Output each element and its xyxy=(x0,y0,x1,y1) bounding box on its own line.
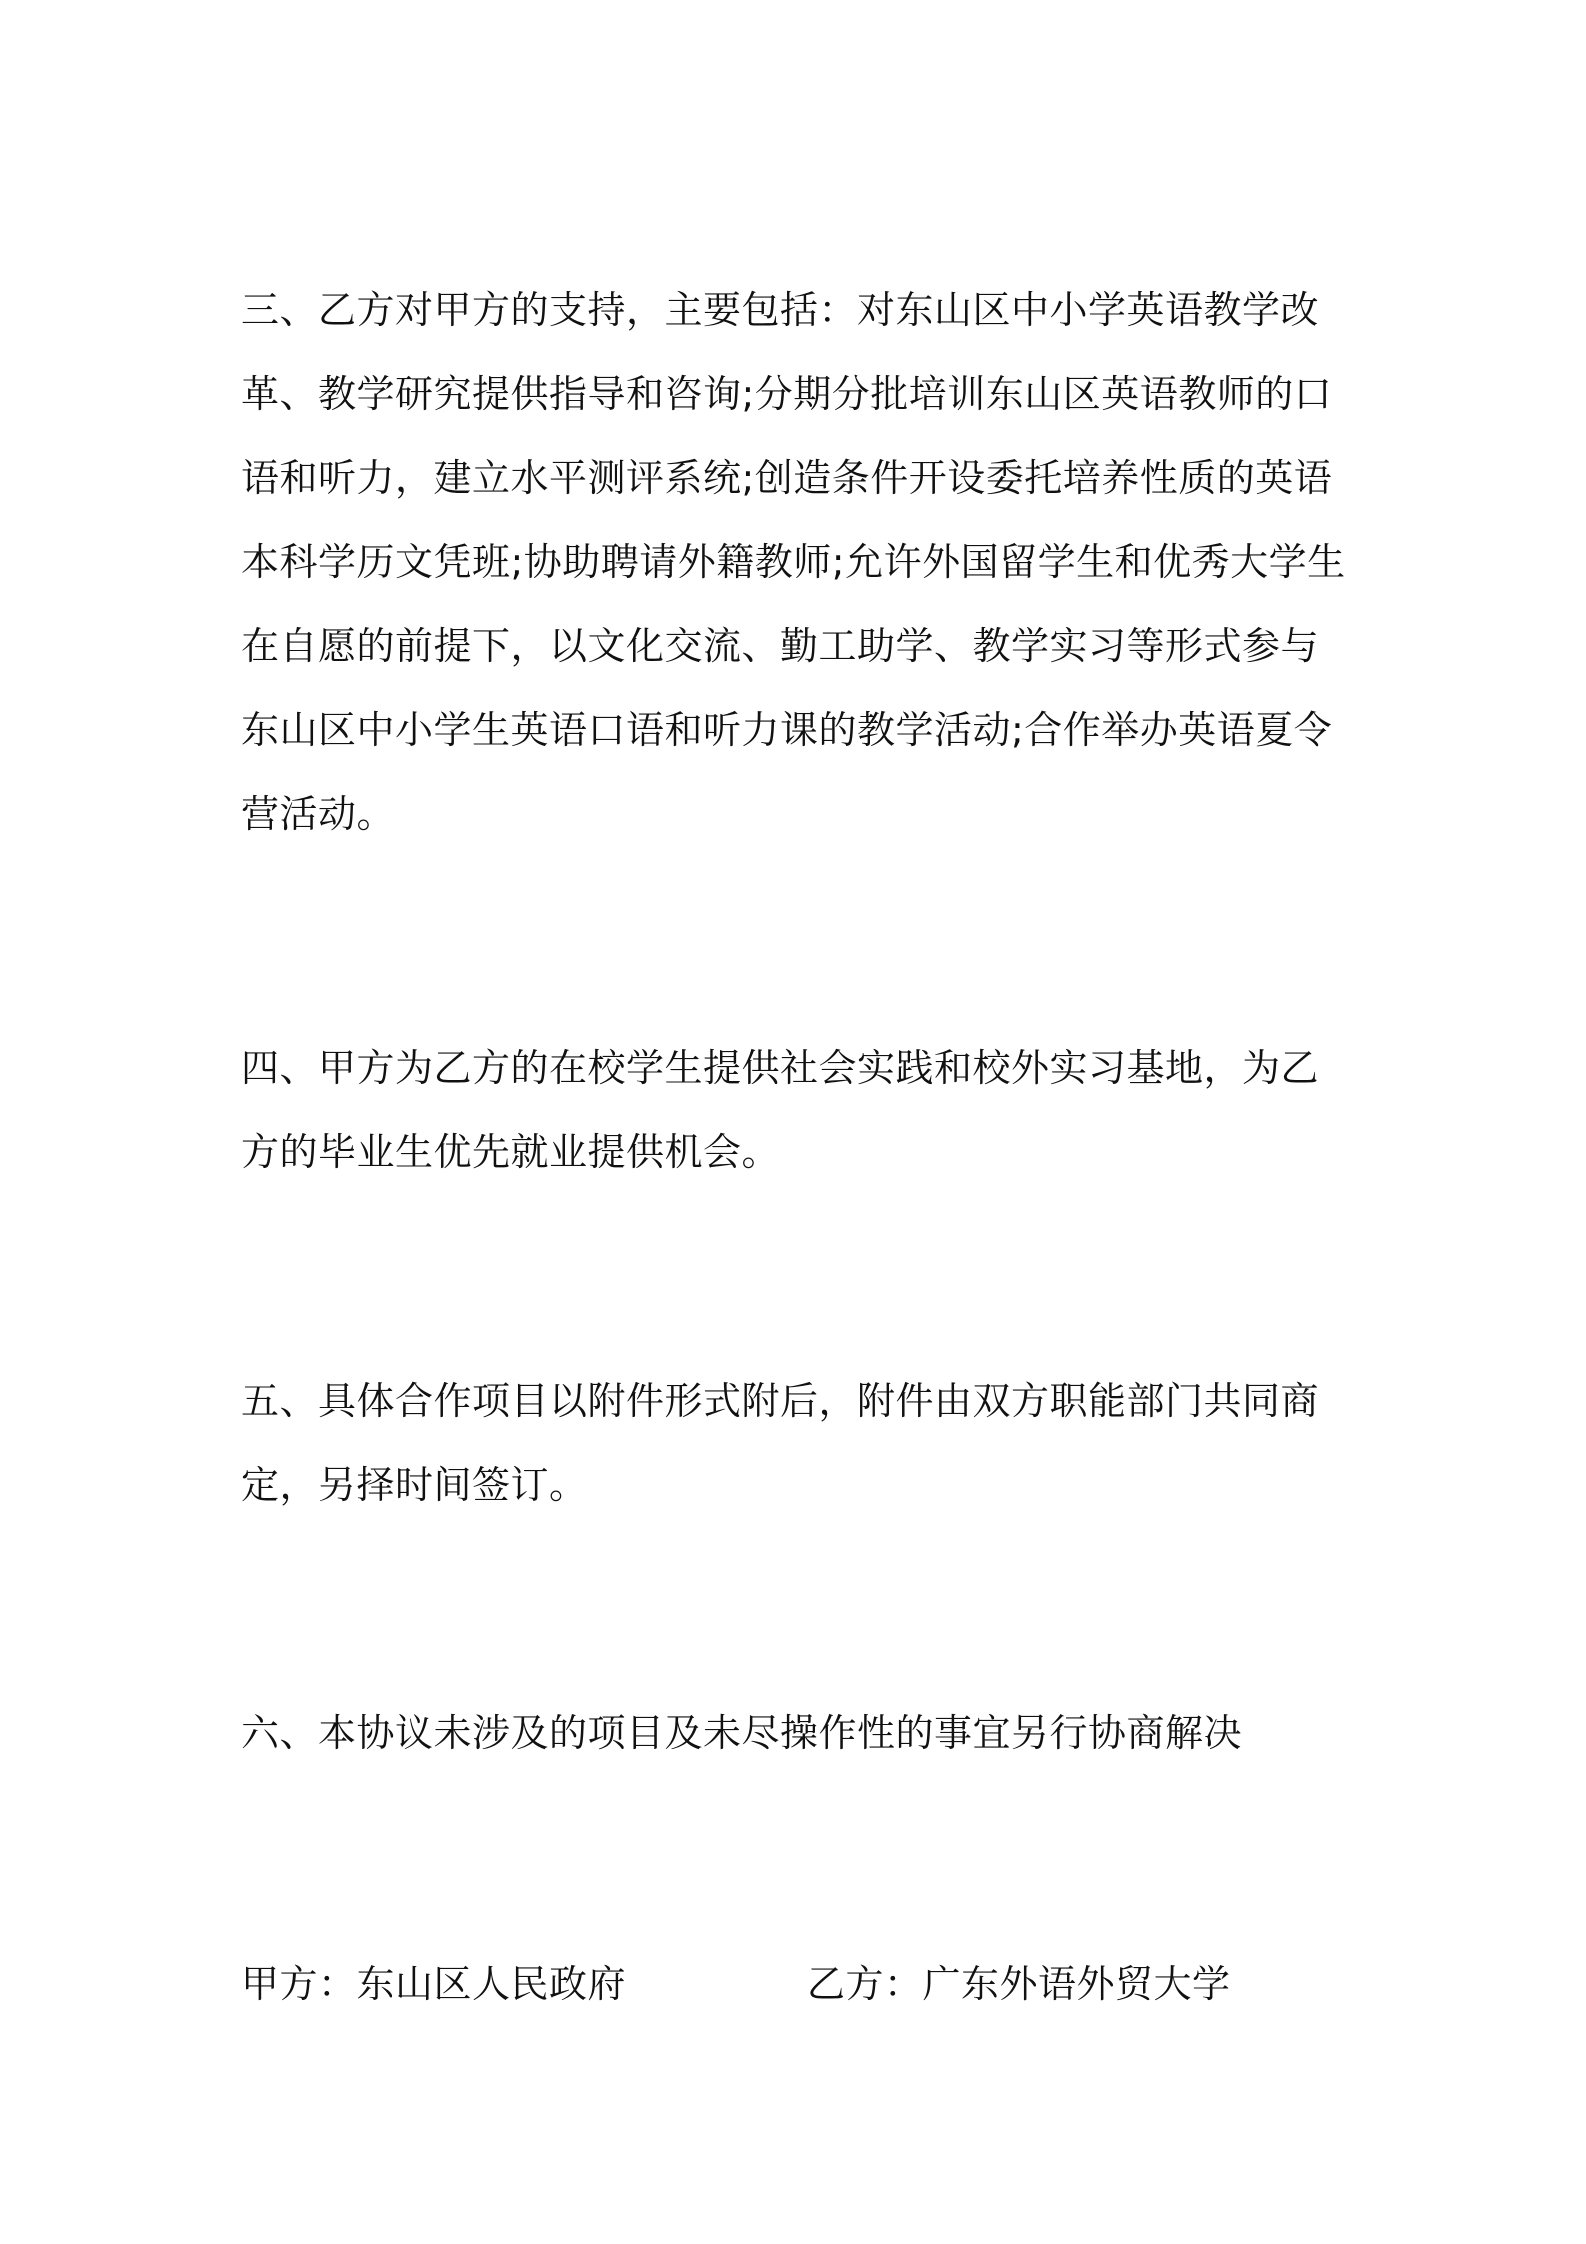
signature-row xyxy=(241,1942,1356,2026)
clause-six: 六、本协议未涉及的项目及未尽操作性的事宜另行协商解决 xyxy=(241,1711,1243,1755)
clause-five: 五、具体合作项目以附件形式附后，附件由双方职能部门共同商定，另择时间签订。 xyxy=(241,1379,1320,1507)
clause-four: 四、甲方为乙方的在校学生提供社会实践和校外实习基地，为乙方的毕业生优先就业提供机会。 xyxy=(241,1046,1320,1174)
party-a-signature: 甲方：东山区人民政府 xyxy=(241,1962,627,2006)
party-b-signature: 乙方：广东外语外贸大学 xyxy=(807,1962,1231,2006)
clause-three: 三、乙方对甲方的支持，主要包括：对东山区中小学英语教学改革、教学研究提供指导和咨询;分期分批培训东山区英语教师的口语和听力，建立水平测评系统;创造条件开设委托培养性质的英语本科学历文凭班;协助聘请外籍教师;允许外国留学生和优秀大学生在自愿的前提下，以文化交流、勤工助学、教学实习等形式参与东山区中小学生英语口语和听力课的教学活动;合作举办英语夏令营活动。 xyxy=(241,288,1346,836)
